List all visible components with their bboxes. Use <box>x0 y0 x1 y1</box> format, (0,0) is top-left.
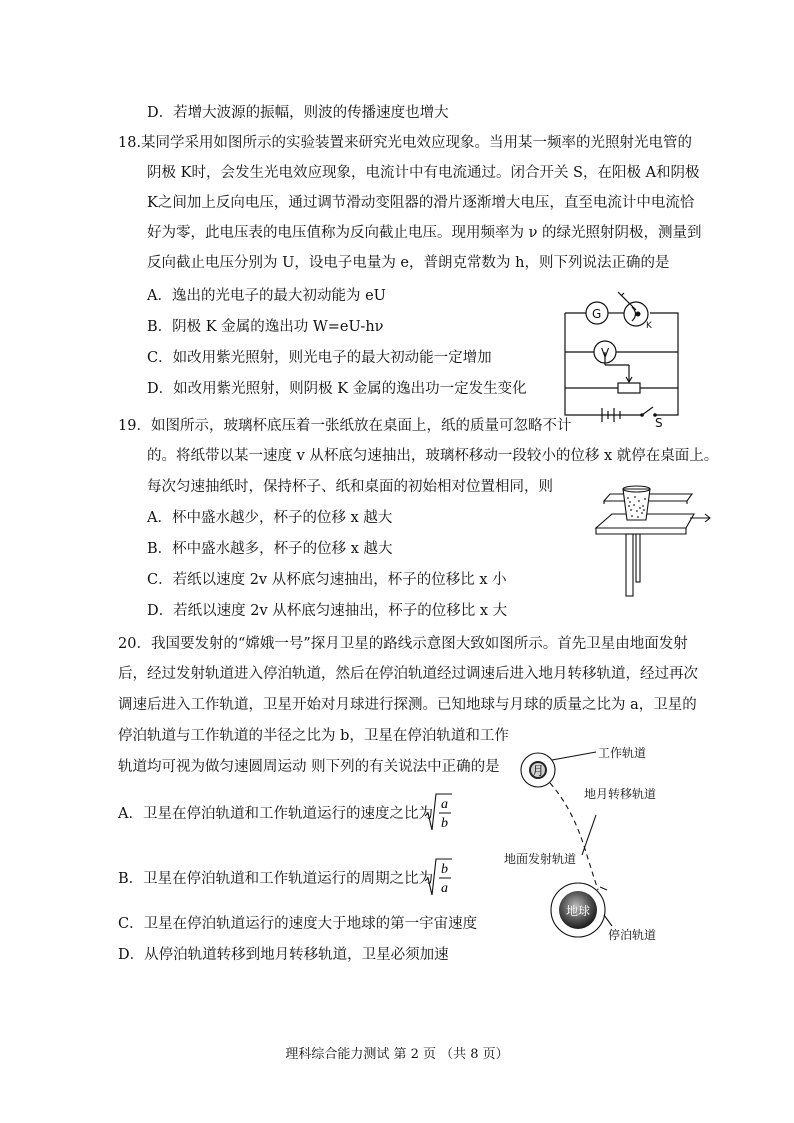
transfer-orbit-label: 地月转移轨道 <box>584 787 657 801</box>
q20-option-d: D．从停泊轨道转移到地月转移轨道，卫星必须加速 <box>118 947 449 963</box>
q20-option-a-denominator: b <box>441 816 448 831</box>
moon-label: 月 <box>532 764 545 778</box>
q19-stem-line-3: 每次匀速抽纸时，保持杯子、纸和桌面的初始相对位置相同，则 <box>147 479 553 495</box>
q20-option-b-denominator: a <box>441 881 448 896</box>
q18-option-d: D．如改用紫光照射，则阴极 K 金属的逸出功一定发生变化 <box>147 381 527 397</box>
launch-orbit-label: 地面发射轨道 <box>504 852 577 866</box>
photoelectric-circuit-figure <box>560 290 685 430</box>
galvanometer-label: G <box>592 307 602 321</box>
q19-option-d: D．若纸以速度 2v 从杯底匀速抽出，杯子的位移比 x 大 <box>147 603 508 619</box>
q18-stem-line-2: 阴极 K时，会发生光电效应现象，电流计中有电流通过。闭合开关 S，在阳极 A和阴极 <box>147 165 700 181</box>
q17-option-d: D．若增大波源的振幅，则波的传播速度也增大 <box>147 105 449 121</box>
voltmeter-label: V <box>601 346 610 360</box>
q20-stem-line-5: 轨道均可视为做匀速圆周运动 则下列的有关说法中正确的是 <box>118 759 500 775</box>
q19-option-a: A．杯中盛水越少，杯子的位移 x 越大 <box>147 510 393 526</box>
cup-paper-table-figure <box>582 480 712 600</box>
q20-option-c: C．卫星在停泊轨道运行的速度大于地球的第一宇宙速度 <box>118 916 478 932</box>
q20-option-b-numerator: b <box>441 862 448 877</box>
q20-stem-line-2: 后，经过发射轨道进入停泊轨道，然后在停泊轨道经过调速后进入地月转移轨道，经过再次 <box>118 666 698 682</box>
q18-stem-line-5: 反向截止电压分别为 U，设电子电量为 e，普朗克常数为 h，则下列说法正确的是 <box>147 255 670 271</box>
q20-option-b: B．卫星在停泊轨道和工作轨道运行的周期之比为 <box>118 871 434 887</box>
q19-stem-line-1: 19．如图所示，玻璃杯底压着一张纸放在桌面上，纸的质量可忽略不计 <box>118 418 572 434</box>
q18-stem-line-3: K之间加上反向电压，通过调节滑动变阻器的滑片逐渐增大电压，直至电流计中电流恰 <box>147 195 695 211</box>
cathode-label: K <box>646 321 652 331</box>
q20-option-a-numerator: a <box>441 797 448 812</box>
q18-stem-line-1: 18.某同学采用如图所示的实验装置来研究光电效应现象。当用某一频率的光照射光电管的 <box>118 135 693 151</box>
q20-stem-line-4: 停泊轨道与工作轨道的半径之比为 b，卫星在停泊轨道和工作 <box>118 728 509 744</box>
q18-option-b: B．阴极 K 金属的逸出功 W=eU-hν <box>147 319 384 335</box>
q19-option-b: B．杯中盛水越多，杯子的位移 x 越大 <box>147 541 393 557</box>
q20-stem-line-1: 20．我国要发射的“嫦娥一号”探月卫星的路线示意图大致如图所示。首先卫星由地面发射 <box>118 636 688 652</box>
q19-option-c: C．若纸以速度 2v 从杯底匀速抽出，杯子的位移比 x 小 <box>147 572 507 588</box>
q20-option-a-sqrt <box>423 792 453 834</box>
work-orbit-label: 工作轨道 <box>598 746 647 760</box>
earth-label: 地球 <box>566 904 591 918</box>
q20-stem-line-3: 调速后进入工作轨道，卫星开始对月球进行探测。已知地球与月球的质量之比为 a，卫星的 <box>118 697 697 713</box>
q18-option-a: A．逸出的光电子的最大初动能为 eU <box>147 288 386 304</box>
page-footer: 理科综合能力测试 第 2 页 （共 8 页） <box>285 1047 509 1062</box>
chang-e-orbit-figure <box>500 740 700 945</box>
q20-option-b-sqrt <box>423 857 453 899</box>
q18-option-c: C．如改用紫光照射，则光电子的最大初动能一定增加 <box>147 350 492 366</box>
q19-stem-line-2: 的。将纸带以某一速度 v 从杯底匀速抽出，玻璃杯移动一段较小的位移 x 就停在桌面上。 <box>147 448 719 464</box>
switch-label: S <box>655 416 663 430</box>
q18-stem-line-4: 好为零，此电压表的电压值称为反向截止电压。现用频率为 ν 的绿光照射阴极，测量到 <box>147 225 702 241</box>
q20-option-a: A．卫星在停泊轨道和工作轨道运行的速度之比为 <box>118 806 433 822</box>
parking-orbit-label: 停泊轨道 <box>608 928 657 942</box>
